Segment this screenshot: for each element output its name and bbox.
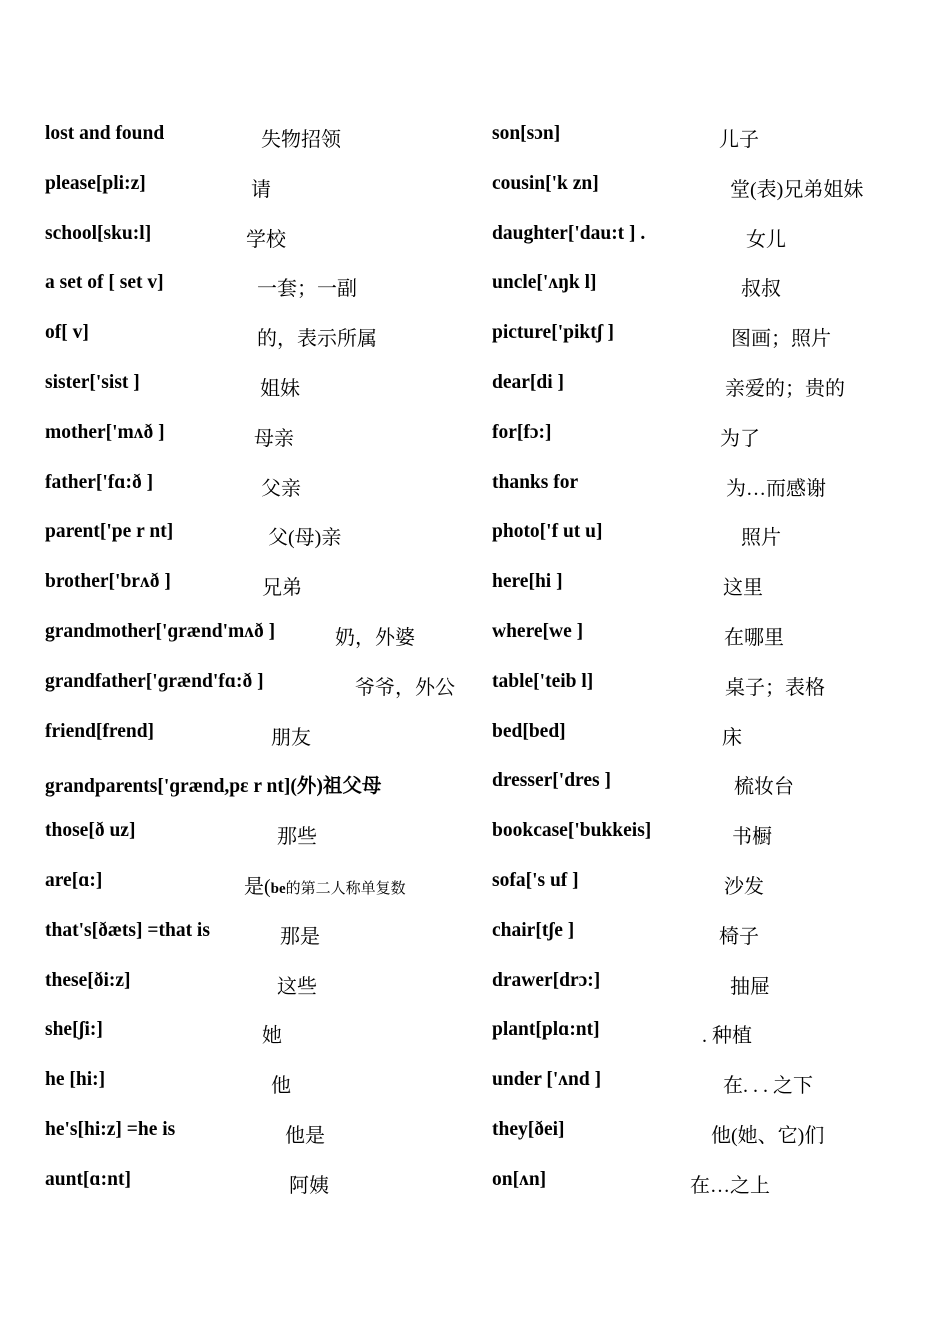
vocab-meaning <box>734 770 794 799</box>
vocab-meaning-text: 椅子 <box>719 925 759 948</box>
vocab-word: lost and found <box>45 123 165 144</box>
vocab-word: grandfather['ɡrænd'fɑ:ð ] <box>45 670 264 692</box>
vocab-row <box>45 809 475 859</box>
vocab-row <box>492 610 912 660</box>
vocab-meaning-text: 学校 <box>246 228 286 251</box>
vocab-meaning <box>257 272 357 301</box>
vocab-meaning-text: 父亲 <box>261 477 301 500</box>
vocab-word: here[hi ] <box>492 571 563 593</box>
vocab-word: are[ɑ:] <box>45 869 103 891</box>
vocab-meaning-text: 床 <box>722 726 742 749</box>
vocab-meaning <box>711 1119 824 1148</box>
vocab-word: sister['sist ] <box>45 371 140 393</box>
vocab-word: daughter['dau:t ] . <box>492 222 646 244</box>
vocab-meaning <box>262 571 302 600</box>
vocab-row <box>45 361 475 411</box>
vocab-row <box>492 859 912 909</box>
vocab-word: photo['f ut u] <box>492 521 603 543</box>
vocab-row <box>45 610 475 660</box>
vocab-word: mother['mʌð ] <box>45 421 165 443</box>
vocab-row <box>492 162 912 212</box>
vocab-word: of[ v] <box>45 322 89 344</box>
vocab-word: these[ði:z] <box>45 969 131 991</box>
vocab-meaning-text: 朋友 <box>271 726 311 749</box>
vocab-meaning-text: 在. . . 之下 <box>723 1075 813 1098</box>
vocab-meaning <box>724 870 764 899</box>
vocab-meaning-text: 失物招领 <box>261 129 341 151</box>
vocab-word: that's[ðæts] =that is <box>45 919 210 941</box>
vocab-meaning-text: 亲爱的；贵的 <box>725 377 845 400</box>
vocab-meaning-text: 请 <box>251 178 271 201</box>
vocab-row <box>45 909 475 959</box>
vocab-meaning <box>746 223 786 252</box>
vocab-word: thanks for <box>492 471 579 493</box>
vocab-row <box>492 1058 912 1108</box>
vocab-meaning-text: 照片 <box>741 527 781 550</box>
vocab-row <box>45 510 475 560</box>
vocab-word: where[we ] <box>492 620 584 642</box>
vocab-meaning-text: 是( <box>244 875 271 898</box>
vocab-meaning-bold-note: be <box>270 880 286 897</box>
vocab-row <box>492 660 912 710</box>
vocab-meaning-text: 儿子 <box>719 129 759 151</box>
vocab-meaning <box>731 322 831 351</box>
vocab-meaning-text: 那些 <box>277 826 317 849</box>
vocab-row <box>45 759 475 809</box>
vocab-row <box>492 1008 912 1058</box>
vocab-meaning <box>725 372 845 401</box>
vocab-word: they[ðei] <box>492 1118 565 1140</box>
vocab-word: table['teib l] <box>492 670 594 692</box>
vocab-word: friend[frend] <box>45 720 155 742</box>
vocab-meaning <box>285 1119 325 1148</box>
vocab-word: he [hi:] <box>45 1069 106 1091</box>
vocab-meaning <box>271 721 311 750</box>
vocab-meaning <box>254 422 294 451</box>
vocab-word: cousin['k zn] <box>492 172 599 194</box>
vocab-word: aunt[ɑ:nt] <box>45 1168 131 1190</box>
vocab-meaning-text: 抽屉 <box>730 975 770 998</box>
vocab-word: he's[hi:z] =he is <box>45 1118 176 1140</box>
vocab-meaning <box>690 1169 770 1198</box>
vocab-meaning <box>262 1019 282 1048</box>
vocab-meaning-text: 为…而感谢 <box>726 477 826 500</box>
vocab-meaning <box>722 721 742 750</box>
vocab-meaning <box>277 820 317 849</box>
vocab-row <box>45 112 475 162</box>
vocab-meaning <box>732 820 772 849</box>
vocab-meaning <box>720 422 760 451</box>
vocab-meaning <box>280 920 320 949</box>
vocab-word: parent['pe r nt] <box>45 521 174 543</box>
vocab-meaning-text: 姐妹 <box>260 377 300 400</box>
vocab-word: grandparents['ɡrænd,pε r nt](外)祖父母 <box>45 776 382 798</box>
vocab-meaning <box>271 1069 291 1098</box>
vocab-word: dear[di ] <box>492 371 565 393</box>
vocab-row <box>45 859 475 909</box>
vocab-column-left <box>45 112 475 1208</box>
vocab-word: son[sɔn] <box>492 123 561 144</box>
vocab-meaning <box>741 272 781 301</box>
vocab-word: bookcase['bukkeis] <box>492 820 652 842</box>
vocab-meaning-text: 母亲 <box>254 427 294 450</box>
vocab-word: she[ʃi:] <box>45 1019 103 1041</box>
vocab-meaning-text: 的，表示所属 <box>257 328 377 351</box>
vocab-row <box>492 1108 912 1158</box>
vocab-row <box>45 1158 475 1208</box>
vocab-meaning <box>246 223 286 252</box>
vocab-meaning-text: 在…之上 <box>690 1174 770 1197</box>
vocab-row <box>492 261 912 311</box>
vocab-row <box>492 212 912 262</box>
vocab-row <box>492 809 912 859</box>
vocab-meaning <box>724 621 784 650</box>
vocab-meaning <box>730 970 770 999</box>
vocab-row <box>492 411 912 461</box>
vocab-meaning <box>730 173 863 202</box>
vocab-meaning <box>289 1169 329 1198</box>
vocab-row <box>45 560 475 610</box>
vocab-meaning-note: 的第二人称单复数 <box>285 880 406 897</box>
vocab-word: brother['brʌð ] <box>45 571 171 593</box>
vocab-word: school[sku:l] <box>45 222 152 244</box>
vocab-meaning-text: 爷爷，外公 <box>355 676 455 699</box>
vocab-meaning-text: 沙发 <box>724 875 764 898</box>
vocab-meaning-text: 那是 <box>280 925 320 948</box>
vocab-meaning-text: 图画；照片 <box>731 328 831 351</box>
vocab-meaning <box>261 472 301 501</box>
vocab-meaning-text: 这些 <box>277 975 317 998</box>
vocab-meaning <box>261 123 341 152</box>
vocab-word: drawer[drɔ:] <box>492 969 601 991</box>
vocab-row <box>492 560 912 610</box>
vocab-meaning <box>260 372 300 401</box>
vocab-meaning <box>726 472 826 501</box>
vocab-meaning-text: 书橱 <box>732 826 772 849</box>
vocab-word: dresser['dres ] <box>492 770 611 792</box>
vocab-row <box>45 411 475 461</box>
vocab-meaning-text: 桌子；表格 <box>725 676 825 699</box>
vocab-meaning-text: 兄弟 <box>262 577 302 600</box>
vocab-meaning <box>741 521 781 550</box>
vocab-meaning-text: 女儿 <box>746 228 786 251</box>
vocab-word: uncle['ʌŋk l] <box>492 272 597 294</box>
vocab-meaning <box>719 920 759 949</box>
vocab-meaning-text: 在哪里 <box>724 626 784 649</box>
vocab-meaning-text: 他 <box>271 1075 291 1098</box>
vocab-meaning <box>244 870 406 899</box>
vocab-row <box>492 311 912 361</box>
vocab-row <box>492 759 912 809</box>
vocab-meaning-text: 堂(表)兄弟姐妹 <box>730 178 864 201</box>
vocab-row <box>45 959 475 1009</box>
vocab-word: picture['piktʃ ] <box>492 322 614 344</box>
vocab-meaning-text: 他(她、它)们 <box>711 1124 825 1147</box>
vocab-word: chair[tʃe ] <box>492 919 575 941</box>
vocab-row <box>45 710 475 760</box>
vocab-meaning-text: 他是 <box>285 1124 325 1147</box>
vocab-meaning-text: . 种植 <box>702 1025 752 1048</box>
vocab-column-right <box>492 112 912 1208</box>
vocab-row <box>492 909 912 959</box>
vocab-meaning <box>723 571 763 600</box>
vocab-row <box>492 710 912 760</box>
vocab-meaning <box>702 1019 752 1048</box>
vocab-word: sofa['s uf ] <box>492 869 579 891</box>
vocab-word: those[ð uz] <box>45 820 136 842</box>
vocab-row <box>45 212 475 262</box>
vocab-row <box>492 959 912 1009</box>
vocab-meaning <box>277 970 317 999</box>
vocab-row <box>45 1108 475 1158</box>
vocab-meaning-text: 这里 <box>723 577 763 600</box>
vocab-meaning <box>251 173 271 202</box>
vocab-row <box>45 311 475 361</box>
vocab-row <box>45 261 475 311</box>
vocab-meaning-text: 奶，外婆 <box>335 626 415 649</box>
vocab-meaning-text: 为了 <box>720 427 760 450</box>
vocab-meaning <box>723 1069 813 1098</box>
vocab-word: bed[bed] <box>492 720 566 742</box>
vocab-word: plant[plɑ:nt] <box>492 1019 600 1041</box>
vocab-row <box>492 361 912 411</box>
vocab-meaning <box>257 322 377 351</box>
vocab-word: grandmother['ɡrænd'mʌð ] <box>45 620 276 642</box>
vocab-meaning-text: 她 <box>262 1025 282 1048</box>
vocab-row <box>45 660 475 710</box>
vocab-meaning <box>725 671 825 700</box>
vocab-row <box>45 1058 475 1108</box>
vocab-row <box>492 461 912 511</box>
vocab-meaning <box>355 671 455 700</box>
vocab-row <box>45 461 475 511</box>
vocab-meaning-text: 阿姨 <box>289 1174 329 1197</box>
vocab-word: please[pli:z] <box>45 172 146 194</box>
vocab-meaning-text: 梳妆台 <box>734 776 794 799</box>
vocab-word: a set of [ set v] <box>45 272 164 294</box>
vocab-meaning-text: 一套；一副 <box>257 278 357 301</box>
vocab-meaning-text: 叔叔 <box>741 278 781 301</box>
vocab-meaning <box>335 621 415 650</box>
vocab-meaning-text: 父(母)亲 <box>268 527 342 550</box>
vocab-row <box>45 1008 475 1058</box>
vocab-word: father['fɑ:ð ] <box>45 471 154 493</box>
vocab-row <box>45 162 475 212</box>
vocab-row <box>492 1158 912 1208</box>
vocab-row <box>492 510 912 560</box>
vocab-meaning <box>268 521 341 550</box>
vocab-word: for[fɔ:] <box>492 421 552 443</box>
vocab-row <box>492 112 912 162</box>
vocab-word: under ['ʌnd ] <box>492 1069 602 1091</box>
vocab-word: on[ʌn] <box>492 1168 547 1190</box>
vocab-meaning <box>719 123 759 152</box>
